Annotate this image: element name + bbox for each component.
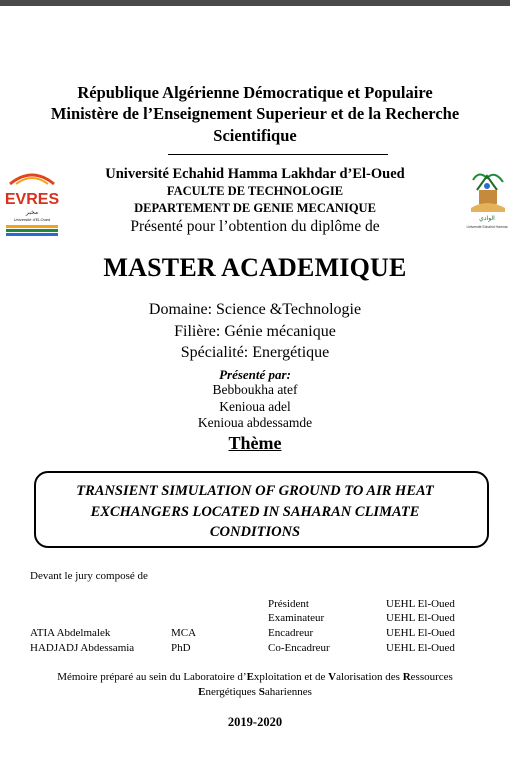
department-name: DEPARTEMENT DE GENIE MECANIQUE [134,201,376,215]
jury-grade: MCA [171,627,197,639]
jury-grade: PhD [171,642,191,654]
specialite: Spécialité: Energétique [180,344,330,361]
student-name: Kenioua adel [219,399,291,414]
student-name: Bebboukha atef [212,382,298,397]
jury-institution: UEHL El-Oued [386,598,455,610]
degree-title: MASTER ACADEMIQUE [103,253,407,282]
jury-role: Examinateur [268,612,325,624]
university-name: Université Echahid Hamma Lakhdar d’El-Oued [105,166,405,182]
svg-text:الوادي: الوادي [479,215,495,222]
thesis-title-line2: EXCHANGERS LOCATED IN SAHARAN CLIMATE [90,504,420,520]
presented-for: Présenté pour l’obtention du diplôme de [130,218,380,235]
top-bar [0,0,510,6]
ministry-title-line2: Scientifique [213,126,297,145]
jury-institution: UEHL El-Oued [386,627,455,639]
faculty-name: FACULTE DE TECHNOLOGIE [166,184,344,198]
memoire-line1: Mémoire préparé au sein du Laboratoire d’Exploitation et de Valorisation des Ressources [57,671,453,683]
academic-year: 2019-2020 [227,715,283,729]
thesis-title-line3: CONDITIONS [209,524,301,540]
thesis-title-line1: TRANSIENT SIMULATION OF GROUND TO AIR HEAT [76,483,434,499]
jury-name: ATIA Abdelmalek [30,627,111,639]
jury-role: Président [268,598,309,610]
republic-title: République Algérienne Démocratique et Populaire [77,83,433,102]
jury-institution: UEHL El-Oued [386,612,455,624]
svg-text:مخبر: مخبر [25,209,39,216]
jury-intro: Devant le jury composé de [30,570,148,582]
evres-logo-text: EVRES [4,191,60,208]
university-logo-text: Université Echahid Hamma [466,225,508,229]
presented-by-label: Présenté par: [219,367,291,382]
filiere: Filière: Génie mécanique [174,323,336,340]
jury-name: HADJADJ Abdessamia [30,642,135,654]
theme-label: Thème [228,433,282,453]
jury-institution: UEHL El-Oued [386,642,455,654]
student-name: Kenioua abdessamde [197,415,313,430]
jury-role: Co-Encadreur [268,642,330,654]
evres-logo-subtext: Université d'El-Oued [13,217,51,222]
memoire-line2: Energétiques Sahariennes [198,686,312,698]
jury-role: Encadreur [268,627,314,639]
header-divider [168,154,388,155]
ministry-title-line1: Ministère de l’Enseignement Superieur et de la Recherche [50,104,460,123]
domaine: Domaine: Science &Technologie [148,301,362,318]
